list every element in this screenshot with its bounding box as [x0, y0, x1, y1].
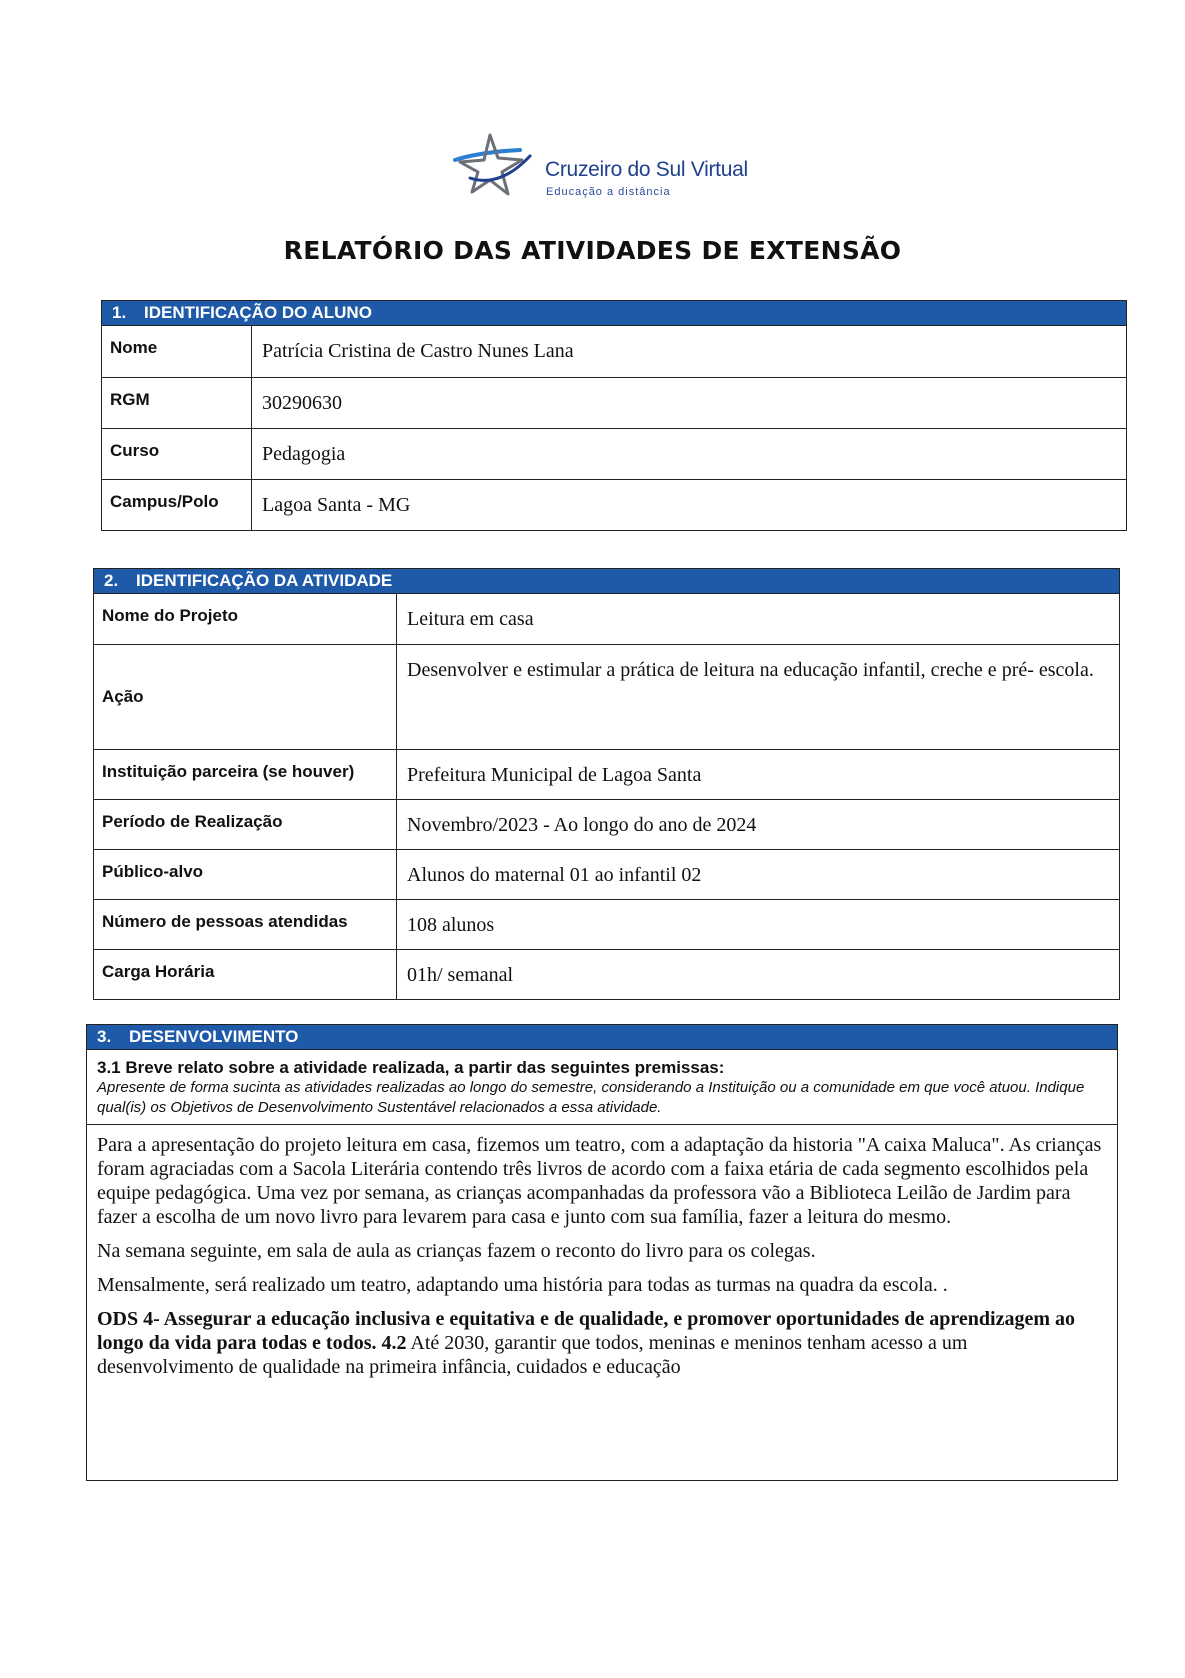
table-row: [94, 949, 1119, 999]
field-value: Alunos do maternal 01 ao infantil 02: [397, 849, 1120, 899]
section-activity-identification: [93, 568, 1120, 1000]
report-paragraph: Na semana seguinte, em sala de aula as crianças fazem o reconto do livro para os colegas.: [97, 1240, 816, 1262]
star-orbit-logo-icon: [450, 130, 540, 200]
field-value: Lagoa Santa - MG: [252, 479, 1127, 530]
field-value: 108 alunos: [397, 899, 1120, 949]
section-heading: [87, 1025, 1117, 1050]
section-title: IDENTIFICAÇÃO DA ATIVIDADE: [136, 571, 393, 590]
table-row: [94, 594, 1119, 644]
ods-bold-text: ODS 4- Assegurar a educação inclusiva e equitativa e de qualidade, e promover oportunidades de aprendizagem ao longo da vida para todas e todos. 4.2: [97, 1308, 1075, 1354]
field-value: Patrícia Cristina de Castro Nunes Lana: [262, 340, 574, 362]
section-title: DESENVOLVIMENTO: [129, 1027, 299, 1046]
premissas-title: 3.1 Breve relato sobre a atividade realizada, a partir das seguintes premissas:: [97, 1058, 725, 1077]
section-heading: [102, 301, 1126, 326]
field-value: 01h/ semanal: [397, 949, 1120, 999]
ods-text: Até 2030, garantir que todos, meninas e meninos tenham acesso a um desenvolvimento de qualidade na primeira infância, cuidados e educação: [97, 1332, 968, 1378]
section-number: 3.: [97, 1027, 112, 1046]
table-row: [94, 644, 1119, 749]
table-row: [102, 428, 1126, 479]
activity-report: [87, 1125, 1117, 1379]
page-title: RELATÓRIO DAS ATIVIDADES DE EXTENSÃO: [283, 236, 902, 265]
logo: [450, 130, 780, 210]
section-development: [86, 1024, 1118, 1481]
field-label: Instituição parceira (se houver): [94, 749, 397, 799]
activity-table: [94, 594, 1119, 999]
ods-paragraph: [97, 1307, 1107, 1379]
field-value: 30290630: [252, 377, 1127, 428]
field-value: Desenvolver e estimular a prática de leitura na educação infantil, creche e pré- escola.: [397, 644, 1120, 749]
field-value: Prefeitura Municipal de Lagoa Santa: [397, 749, 1120, 799]
logo-subtitle: Educação a distância: [546, 186, 671, 198]
table-row: [94, 749, 1119, 799]
field-label: Público-alvo: [94, 849, 397, 899]
field-value: Leitura em casa: [407, 608, 534, 630]
student-table: [102, 326, 1126, 530]
field-label: Ação: [94, 644, 397, 749]
table-row: [94, 849, 1119, 899]
section-student-identification: [101, 300, 1127, 531]
section-heading: [94, 569, 1119, 594]
field-label: Nome: [102, 326, 252, 377]
table-row: [94, 799, 1119, 849]
logo-name: Cruzeiro do Sul Virtual: [545, 158, 748, 181]
table-row: [102, 479, 1126, 530]
section-number: 2.: [104, 571, 119, 590]
field-label: Número de pessoas atendidas: [94, 899, 397, 949]
premissas-description: Apresente de forma sucinta as atividades realizadas ao longo do semestre, considerando a Instituição ou a comunidade em que você atuou. Indique qual(is) os Objetivos de Desenvolvimento Sustentável relacionados a essa atividade.: [97, 1079, 1085, 1116]
field-value: Pedagogia: [252, 428, 1127, 479]
table-row: [102, 326, 1126, 377]
table-row: [94, 899, 1119, 949]
field-label: Nome do Projeto: [94, 594, 397, 644]
table-row: [102, 377, 1126, 428]
section-number: 1.: [112, 303, 127, 322]
field-label: RGM: [102, 377, 252, 428]
premissas-block: [87, 1050, 1117, 1125]
field-label: Campus/Polo: [102, 479, 252, 530]
report-paragraph: Para a apresentação do projeto leitura em casa, fizemos um teatro, com a adaptação da historia "A caixa Maluca". As crianças foram agraciadas com a Sacola Literária contendo três livros de acordo com a faixa etária de cada segmento escolhidos pela equipe pedagógica. Uma vez por semana, as crianças acompanhadas da professora vão a Biblioteca Leilão de Jardim para fazer a escolha de um novo livro para levarem para casa e junto com sua família, fazer a leitura do mesmo.: [97, 1134, 1102, 1228]
field-label: Curso: [102, 428, 252, 479]
field-label: Carga Horária: [94, 949, 397, 999]
field-value: Novembro/2023 - Ao longo do ano de 2024: [397, 799, 1120, 849]
report-paragraph: Mensalmente, será realizado um teatro, adaptando uma história para todas as turmas na quadra da escola. .: [97, 1274, 948, 1296]
field-label: Período de Realização: [94, 799, 397, 849]
section-title: IDENTIFICAÇÃO DO ALUNO: [144, 303, 372, 322]
